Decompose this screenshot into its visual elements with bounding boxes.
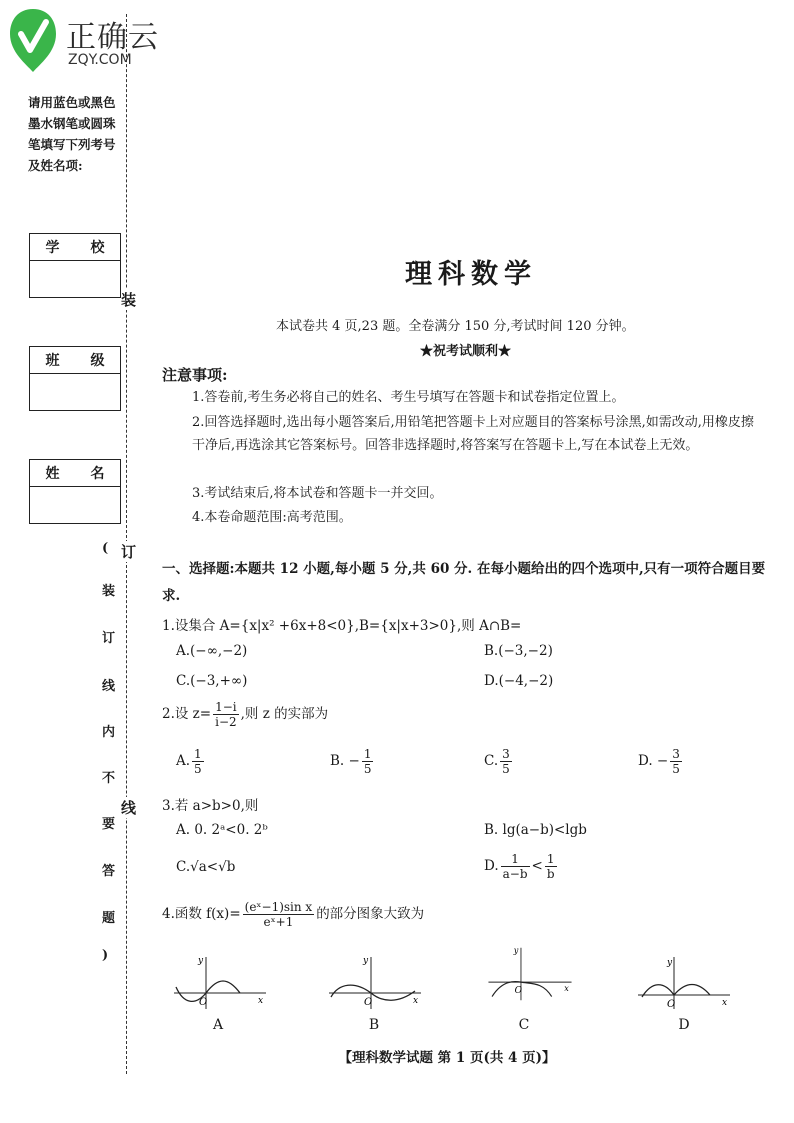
q1-option-b: B.(−3,−2) (484, 643, 553, 659)
fraction-numerator: 1 (363, 747, 372, 761)
less-than: < (531, 858, 543, 874)
q3-option-b: B. lg(a−b)<lgb (484, 822, 587, 838)
q2-option-b (330, 747, 375, 776)
class-field-label (30, 347, 120, 374)
q4-label-d: D (678, 1017, 690, 1033)
q1-option-a: A.(−∞,−2) (176, 643, 248, 659)
instruction-line: 墨水钢笔或圆珠 (28, 116, 116, 131)
q1-option-d: D.(−4,−2) (484, 673, 554, 689)
axis-x-label: x (722, 998, 728, 1008)
option-label: A. (176, 753, 191, 769)
notice-item: 2.回答选择题时,选出每小题答案后,用铅笔把答题卡上对应题目的答案标号涂黑,如需改动,用橡皮擦干净后,再选涂其它答案标号。回答非选择题时,将答案写在答题卡上,写在本试卷上无效。 (192, 415, 754, 453)
fraction-denominator: a−b (502, 867, 528, 881)
binding-mark-xian: 线 (121, 799, 137, 817)
origin-label: O (364, 997, 373, 1008)
class-field-box (29, 346, 121, 411)
q4-label-a: A (212, 1017, 224, 1033)
logo-domain: ZQY.COM (68, 52, 132, 68)
fraction-numerator: 1−i (215, 700, 237, 714)
q4-graph-b (325, 955, 425, 1011)
q4-graph-a (170, 955, 270, 1011)
fraction-numerator: 3 (502, 747, 510, 761)
warning-char: 装 (102, 584, 116, 599)
page-footer: 【理科数学试题 第 1 页(共 4 页)】 (338, 1050, 556, 1066)
q4-prefix: 4.函数 f(x)= (162, 906, 241, 922)
q4-suffix: 的部分图象大致为 (316, 906, 425, 922)
label-char: 姓 (45, 466, 60, 482)
fraction-numerator: 3 (672, 747, 680, 761)
option-fraction (545, 852, 557, 881)
label-char: 级 (90, 353, 105, 369)
instruction-line: 请用蓝色或黑色 (28, 95, 116, 110)
label-char: 学 (45, 240, 60, 256)
axis-y-label: y (667, 958, 673, 968)
fraction-denominator: b (546, 867, 555, 881)
notice-item: 1.答卷前,考生务必将自己的姓名、考生号填写在答题卡和试卷指定位置上。 (192, 390, 625, 405)
question-4-stem (162, 900, 424, 929)
option-fraction (501, 852, 530, 881)
fraction-denominator: 5 (194, 762, 202, 776)
exam-blessing: ★祝考试顺利★ (420, 344, 512, 359)
fraction-denominator: 5 (363, 762, 372, 776)
notice-heading: 注意事项: (162, 366, 228, 384)
axis-y-label: y (198, 956, 204, 966)
name-field-label (30, 460, 120, 487)
exam-intro: 本试卷共 4 页,23 题。全卷满分 150 分,考试时间 120 分钟。 (276, 319, 635, 334)
q2-option-a (176, 747, 206, 776)
fraction-denominator: 5 (672, 762, 680, 776)
warning-char: 线 (102, 679, 116, 694)
option-label: C. (484, 753, 499, 769)
notice-item: 4.本卷命题范围:高考范围。 (192, 510, 352, 525)
question-1-stem: 1.设集合 A={x|x² +6x+8<0},B={x|x+3>0},则 A∩B= (162, 618, 522, 634)
fraction-denominator: eˣ+1 (263, 915, 294, 929)
q3-option-d (484, 852, 559, 881)
axis-y-label: y (513, 946, 519, 956)
fraction-denominator: i−2 (215, 715, 237, 729)
q3-option-a: A. 0. 2ᵃ<0. 2ᵇ (176, 822, 268, 838)
warning-char: 答 (102, 864, 116, 879)
warning-char: 订 (102, 631, 116, 646)
warning-char: 题 (102, 911, 116, 926)
warning-char: ( (102, 541, 109, 556)
axis-y-label: y (363, 956, 369, 966)
fraction-numerator: 1 (545, 852, 557, 867)
q2-suffix: ,则 z 的实部为 (240, 706, 329, 722)
fraction-numerator: (eˣ−1)sin x (244, 900, 313, 914)
q4-label-b: B (368, 1017, 380, 1033)
logo-check-icon (6, 6, 60, 74)
option-label: D. − (638, 753, 669, 769)
label-char: 校 (90, 240, 105, 256)
binding-mark-zhuang: 装 (121, 291, 137, 309)
class-field-input[interactable] (30, 374, 120, 410)
axis-x-label: x (413, 996, 419, 1006)
option-fraction (192, 747, 204, 776)
origin-label: O (667, 999, 676, 1010)
origin-label: O (199, 997, 208, 1008)
name-field-input[interactable] (30, 487, 120, 523)
q1-option-c: C.(−3,+∞) (176, 673, 248, 689)
warning-char: ) (102, 948, 109, 963)
sidebar-instructions (28, 92, 124, 176)
option-fraction (500, 747, 512, 776)
origin-label: O (514, 985, 523, 996)
label-char: 名 (90, 466, 105, 482)
axis-x-label: x (258, 996, 264, 1006)
q4-graph-d (634, 955, 734, 1011)
option-fraction (670, 747, 682, 776)
instruction-line: 笔填写下列考号 (28, 137, 116, 152)
name-field-box (29, 459, 121, 524)
fraction-numerator: 1 (194, 747, 202, 761)
option-label: D. (484, 858, 499, 874)
warning-char: 要 (102, 817, 116, 832)
question-3-stem: 3.若 a>b>0,则 (162, 798, 259, 814)
instruction-line: 及姓名项: (28, 158, 83, 173)
option-label: B. − (330, 753, 360, 769)
fraction-denominator: 5 (502, 762, 510, 776)
label-char: 班 (45, 353, 60, 369)
binding-mark-ding: 订 (121, 543, 137, 561)
warning-char: 不 (102, 771, 116, 786)
q2-prefix: 2.设 z= (162, 706, 212, 722)
q3-option-c: C.√a<√b (176, 859, 236, 875)
option-fraction (362, 747, 374, 776)
q2-fraction (213, 700, 239, 729)
q4-label-c: C (518, 1017, 530, 1033)
q4-fraction (243, 900, 315, 929)
exam-title: 理科数学 (405, 259, 537, 290)
q4-graph-c (480, 946, 580, 1002)
warning-char: 内 (102, 725, 116, 740)
question-2-stem (162, 700, 328, 729)
logo-name: 正确云 (66, 20, 159, 55)
q2-option-c (484, 747, 514, 776)
q2-option-d (638, 747, 684, 776)
axis-x-label: x (564, 983, 569, 994)
section-header: 一、选择题:本题共 12 小题,每小题 5 分,共 60 分. 在每小题给出的四个选项中,只有一项符合题目要求. (162, 561, 766, 604)
notice-item: 3.考试结束后,将本试卷和答题卡一并交回。 (192, 486, 443, 501)
fraction-numerator: 1 (501, 852, 530, 867)
